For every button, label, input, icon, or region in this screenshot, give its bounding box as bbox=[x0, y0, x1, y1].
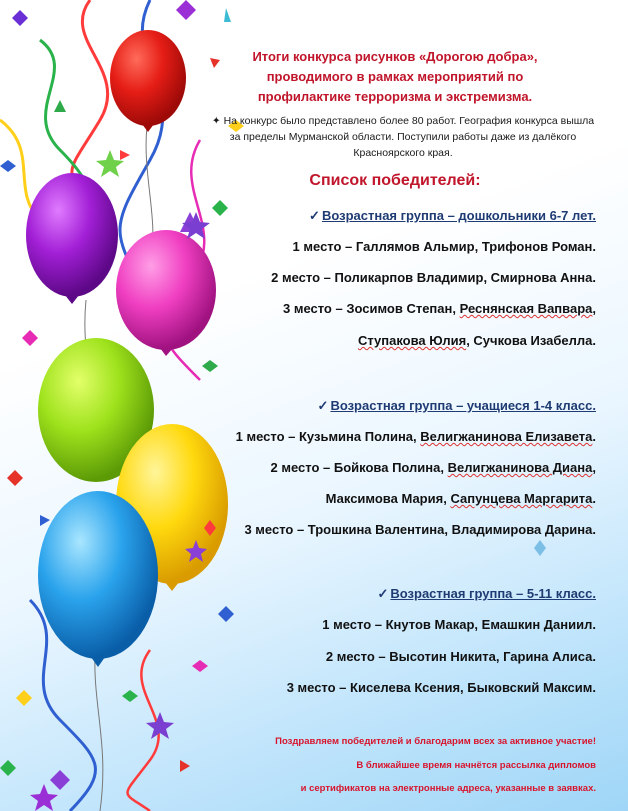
group3-place3: 3 место – Киселева Ксения, Быковский Максим. bbox=[286, 680, 596, 695]
group-preschool-title bbox=[309, 208, 596, 224]
winner-text: 1 место – Кузьмина Полина, bbox=[235, 429, 421, 444]
group-title-text: Возрастная группа – учащиеся 1-4 класс. bbox=[330, 398, 596, 413]
group2-place1 bbox=[236, 429, 596, 444]
contest-title bbox=[240, 47, 550, 107]
intro-line: за пределы Мурманской области. Поступили работы даже из далёкого bbox=[229, 131, 577, 143]
winner-name: Велигжанинова Елизавета bbox=[420, 429, 593, 444]
winner-text: 2 место – Бойкова Полина, bbox=[270, 460, 448, 475]
group3-place2: 2 место – Высотин Никита, Гарина Алиса. bbox=[325, 649, 596, 664]
group-title-text: Возрастная группа – 5-11 класс. bbox=[390, 586, 596, 601]
title-line: проводимого в рамках мероприятий по bbox=[266, 69, 524, 84]
group2-place2 bbox=[271, 460, 596, 475]
group1-place3 bbox=[283, 301, 596, 316]
intro-paragraph bbox=[198, 113, 608, 161]
check-icon: ✓ bbox=[377, 586, 389, 601]
footer-congrats: Поздравляем победителей и благодарим всех за активное участие! bbox=[275, 736, 596, 747]
winner-text: 3 место – Зосимов Степан, bbox=[282, 301, 460, 316]
check-icon: ✓ bbox=[309, 208, 320, 223]
winners-heading: Список победителей: bbox=[309, 172, 481, 189]
punct: . bbox=[592, 491, 596, 506]
punct: . bbox=[592, 429, 596, 444]
group1-place1: 1 место – Галлямов Альмир, Трифонов Роман. bbox=[292, 239, 596, 254]
winner-name: Сапунцева Маргарита bbox=[450, 491, 593, 506]
group2-place2-cont bbox=[326, 491, 596, 506]
sparkle-icon: ✦ bbox=[211, 115, 224, 127]
winner-name: Реснянская Вапвара bbox=[459, 301, 593, 316]
winner-name: Ступакова Юлия bbox=[357, 333, 467, 348]
winner-text: , Сучкова Изабелла. bbox=[466, 333, 596, 348]
intro-line: Красноярского края. bbox=[353, 147, 453, 159]
winner-text: Максимова Мария, bbox=[325, 491, 451, 506]
intro-line: На конкурс было представлено более 80 работ. География конкурса вышла bbox=[223, 115, 595, 127]
group3-place1: 1 место – Кнутов Макар, Емашкин Даниил. bbox=[322, 617, 596, 632]
winner-name: Велигжанинова Диана bbox=[447, 460, 593, 475]
title-line: Итоги конкурса рисунков «Дорогою добра», bbox=[252, 49, 538, 64]
punct: , bbox=[592, 460, 596, 475]
footer-certificates: и сертификатов на электронные адреса, указанные в заявках. bbox=[300, 783, 596, 794]
footer-mailing: В ближайшее время начнётся рассылка дипломов bbox=[356, 760, 596, 771]
group1-place2: 2 место – Поликарпов Владимир, Смирнова Анна. bbox=[271, 270, 596, 285]
punct: , bbox=[592, 301, 596, 316]
group2-place3: 3 место – Трошкина Валентина, Владимирова Дарина. bbox=[244, 522, 596, 537]
group-primary-title bbox=[318, 398, 596, 414]
check-icon: ✓ bbox=[317, 398, 329, 413]
title-line: профилактике терроризма и экстремизма. bbox=[257, 89, 533, 104]
group-secondary-title bbox=[377, 586, 596, 602]
group1-place3-cont bbox=[358, 333, 596, 348]
group-title-text: Возрастная группа – дошкольники 6-7 лет. bbox=[321, 208, 596, 223]
